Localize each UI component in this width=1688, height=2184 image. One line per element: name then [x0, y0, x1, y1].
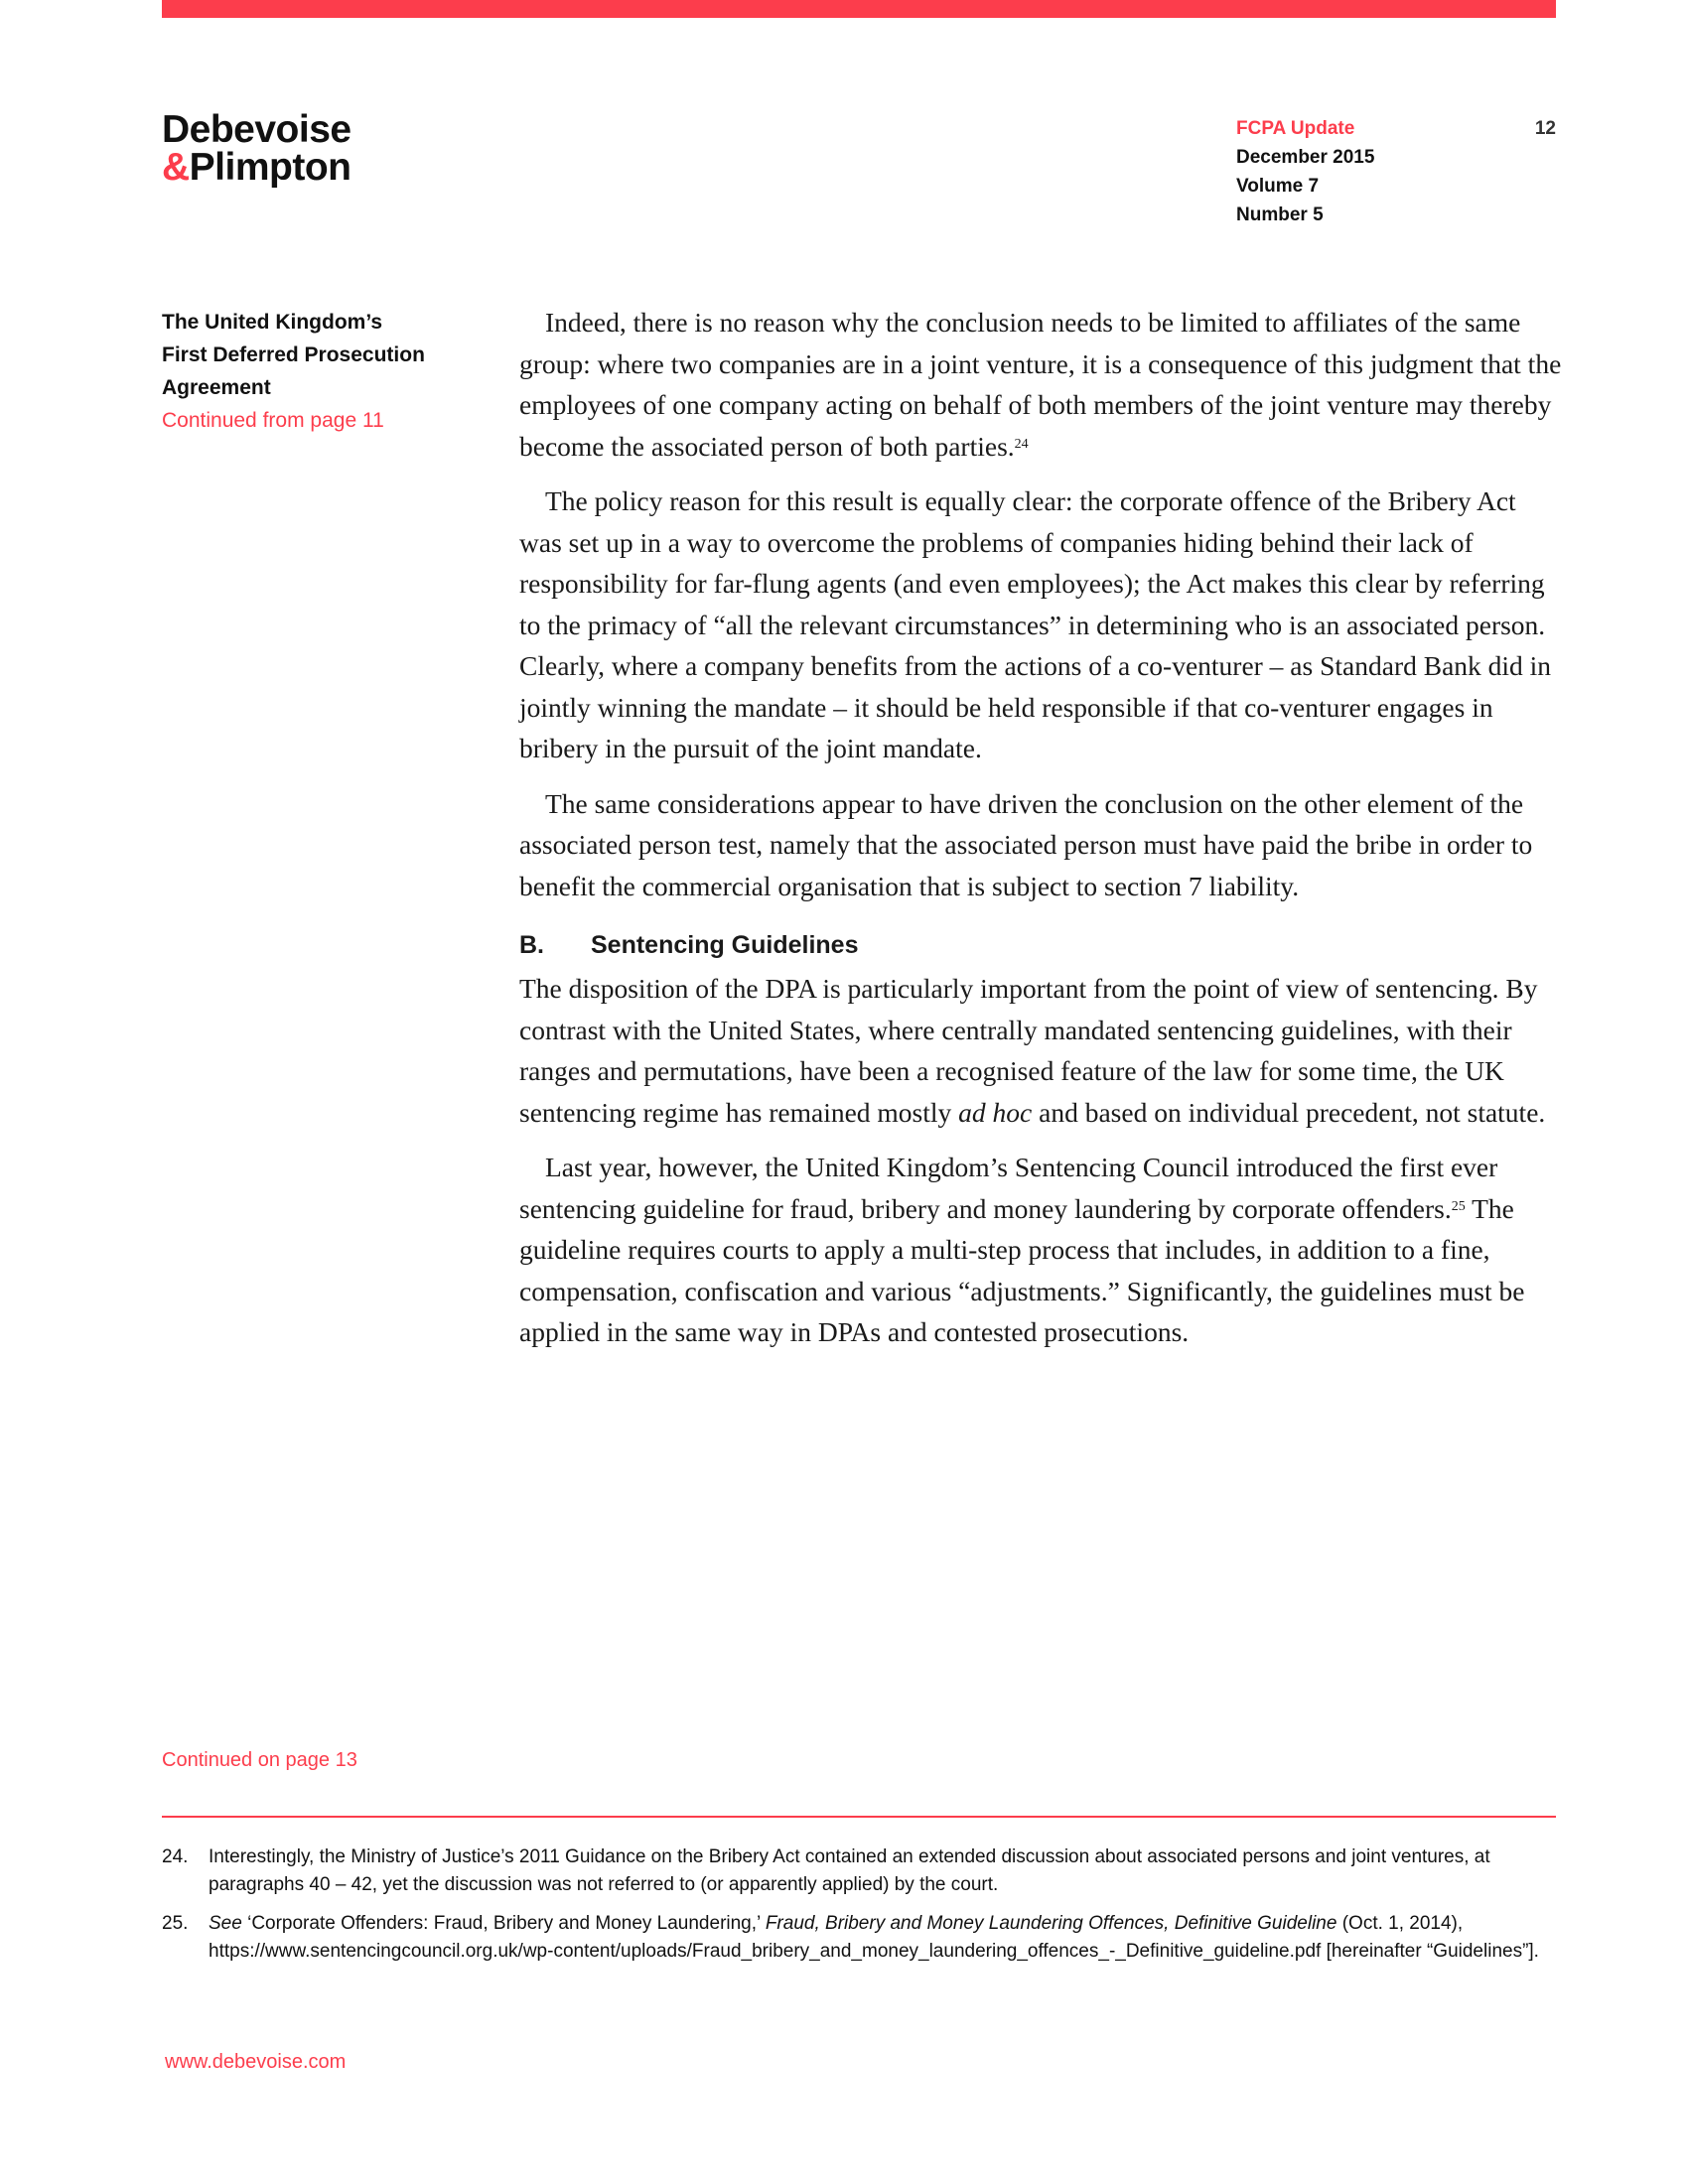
- footnote-url-text[interactable]: (Oct. 1, 2014), https://www.sentencingcouncil.org.uk/wp-content/uploads/Fraud_bribery_and_money_laundering_offences_-_Definitive_guideline.pdf [hereinafter “Guidelines”].: [209, 1913, 1539, 1962]
- issue-number: Number 5: [1236, 205, 1324, 225]
- website-link[interactable]: www.debevoise.com: [165, 2051, 347, 2073]
- issue-volume: Volume 7: [1236, 176, 1320, 197]
- footnote-divider: [162, 1816, 1556, 1818]
- footnote-text: See ‘Corporate Offenders: Fraud, Bribery and Money Laundering,’ Fraud, Bribery and Money Laundering Offences, Definitive Guideline (Oct. 1, 2014), https://www.sentencingcouncil.org.uk/wp-content/uploads/Fraud_bribery_and_money_laundering_offences_-_Definitive_guideline.pdf [hereinafter “Guidelines”].: [209, 1913, 1539, 1962]
- article-sidebar: [162, 306, 480, 437]
- footnote-text: Interestingly, the Ministry of Justice’s 2011 Guidance on the Bribery Act contained an extended discussion about associated persons and joint ventures, at paragraphs 40 – 42, yet the discussion was not referred to (or apparently applied) by the court.: [209, 1846, 1490, 1895]
- footnote-number: 25.: [162, 1913, 189, 1934]
- footnote-25: [162, 1910, 1556, 1965]
- firm-logo: [162, 108, 352, 189]
- paragraph: Indeed, there is no reason why the conclusion needs to be limited to affiliates of the same group: where two companies are in a joint venture, it is a consequence of this judgment that the employees of one company acting on behalf of both members of the joint venture may thereby become the associated person of both parties.$^{24}$: [519, 307, 1562, 462]
- page-number: 12: [1534, 118, 1556, 139]
- issue-date: December 2015: [1236, 147, 1375, 168]
- newsletter-meta: [1236, 114, 1374, 229]
- footnote-ref-25[interactable]: 25: [1451, 1198, 1466, 1214]
- article-title-line-3: Agreement: [162, 376, 271, 399]
- continued-on-link[interactable]: Continued on page 13: [162, 1749, 357, 1771]
- footnote-number: 24.: [162, 1846, 189, 1867]
- logo-line-2: &Plimpton: [162, 146, 352, 189]
- footnotes: [162, 1843, 1556, 1977]
- section-heading: [519, 928, 1562, 962]
- continued-from-link[interactable]: Continued from page 11: [162, 409, 384, 432]
- logo-line-1: Debevoise: [162, 108, 352, 151]
- logo-ampersand: &: [162, 146, 190, 189]
- footnote-ref-24[interactable]: 24: [1014, 436, 1029, 452]
- newsletter-series: FCPA Update: [1236, 118, 1355, 139]
- paragraph: Last year, however, the United Kingdom’s Sentencing Council introduced the first ever sentencing guideline for fraud, bribery and money laundering by corporate offenders.$^{25}$ The guideline requires courts to apply a multi-step process that includes, in addition to a fine, compensation, confiscation and various “adjustments.” Significantly, the guidelines must be applied in the same way in DPAs and contested prosecutions.: [519, 1152, 1525, 1347]
- article-title-line-1: The United Kingdom’s: [162, 311, 383, 334]
- footnote-24: [162, 1843, 1556, 1898]
- paragraph: The policy reason for this result is equally clear: the corporate offence of the Bribery Act was set up in a way to overcome the problems of companies hiding behind their lack of responsibility for far-flung agents (and even employees); the Act makes this clear by referring to the primacy of “all the relevant circumstances” in determining who is an associated person. Clearly, where a company benefits from the actions of a co-venturer – as Standard Bank did in jointly winning the mandate – it should be held responsible if that co-venturer engages in bribery in the pursuit of the joint mandate.: [519, 485, 1552, 763]
- paragraph: The disposition of the DPA is particularly important from the point of view of sentencing. By contrast with the United States, where centrally mandated sentencing guidelines, with their ranges and permutations, have been a recognised feature of the law for some time, the UK sentencing regime has remained mostly ad hoc and based on individual precedent, not statute.: [519, 973, 1546, 1128]
- article-body: [519, 302, 1562, 1367]
- article-title-line-2: First Deferred Prosecution: [162, 343, 425, 366]
- section-title: Sentencing Guidelines: [591, 931, 859, 959]
- section-number: B.: [519, 931, 544, 959]
- top-accent-bar: [162, 0, 1556, 18]
- paragraph: The same considerations appear to have driven the conclusion on the other element of the associated person test, namely that the associated person must have paid the bribe in order to benefit the commercial organisation that is subject to section 7 liability.: [519, 787, 1533, 901]
